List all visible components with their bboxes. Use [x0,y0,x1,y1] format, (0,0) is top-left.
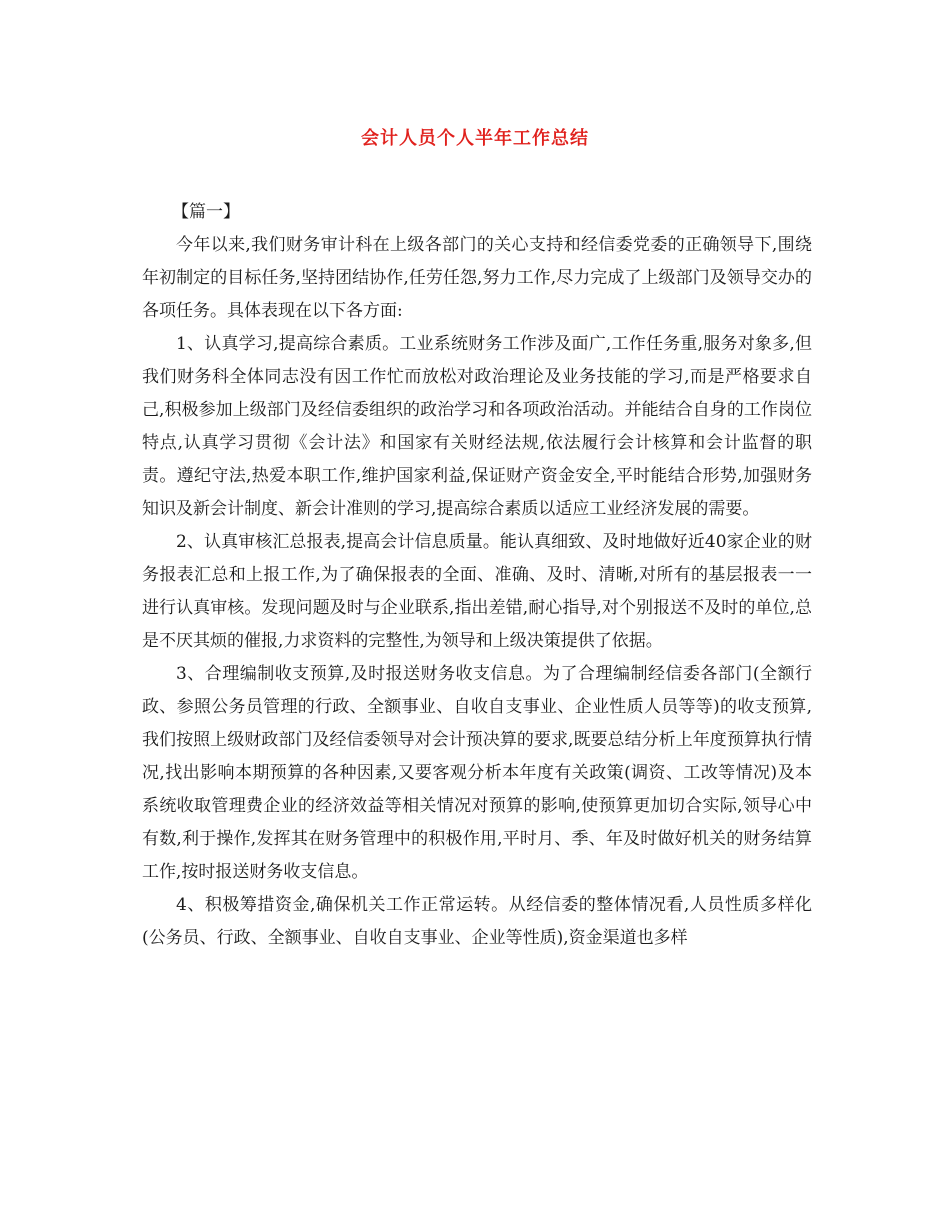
paragraph-item-3: 3、合理编制收支预算,及时报送财务收支信息。为了合理编制经信委各部门(全额行政、参照公务员管理的行政、全额事业、自收自支事业、企业性质人员等等)的收支预算,我们按照上级财政部门及经信委领导对会计预决算的要求,既要总结分析上年度预算执行情况,找出影响本期预算的各种因素,又要客观分析本年度有关政策(调资、工改等情况)及本系统收取管理费企业的经济效益等相关情况对预算的影响,使预算更加切合实际,领导心中有数,利于操作,发挥其在财务管理中的积极作用,平时月、季、年及时做好机关的财务结算工作,按时报送财务收支信息。 [142,664,812,882]
paragraph-item-4: 4、积极筹措资金,确保机关工作正常运转。从经信委的整体情况看,人员性质多样化(公务员、行政、全额事业、自收自支事业、企业等性质),资金渠道也多样 [142,895,812,948]
document-title: 会计人员个人半年工作总结 [361,128,589,149]
paragraph-item-2: 2、认真审核汇总报表,提高会计信息质量。能认真细致、及时地做好近40家企业的财务报表汇总和上报工作,为了确保报表的全面、准确、及时、清晰,对所有的基层报表一一进行认真审核。发现问题及时与企业联系,指出差错,耐心指导,对个别报送不及时的单位,总是不厌其烦的催报,力求资料的完整性,为领导和上级决策提供了依据。 [142,532,812,651]
paragraph-intro: 今年以来,我们财务审计科在上级各部门的关心支持和经信委党委的正确领导下,围绕年初制定的目标任务,坚持团结协作,任劳任怨,努力工作,尽力完成了上级部门及领导交办的各项任务。具体表现在以下各方面: [142,235,812,321]
paragraph-item-1: 1、认真学习,提高综合素质。工业系统财务工作涉及面广,工作任务重,服务对象多,但我们财务科全体同志没有因工作忙而放松对政治理论及业务技能的学习,而是严格要求自己,积极参加上级部门及经信委组织的政治学习和各项政治活动。并能结合自身的工作岗位特点,认真学习贯彻《会计法》和国家有关财经法规,依法履行会计核算和会计监督的职责。遵纪守法,热爱本职工作,维护国家利益,保证财产资金安全,平时能结合形势,加强财务知识及新会计制度、新会计准则的学习,提高综合素质以适应工业经济发展的需要。 [142,334,812,519]
section-label: 【篇一】 [172,202,240,222]
document-body [142,196,812,955]
